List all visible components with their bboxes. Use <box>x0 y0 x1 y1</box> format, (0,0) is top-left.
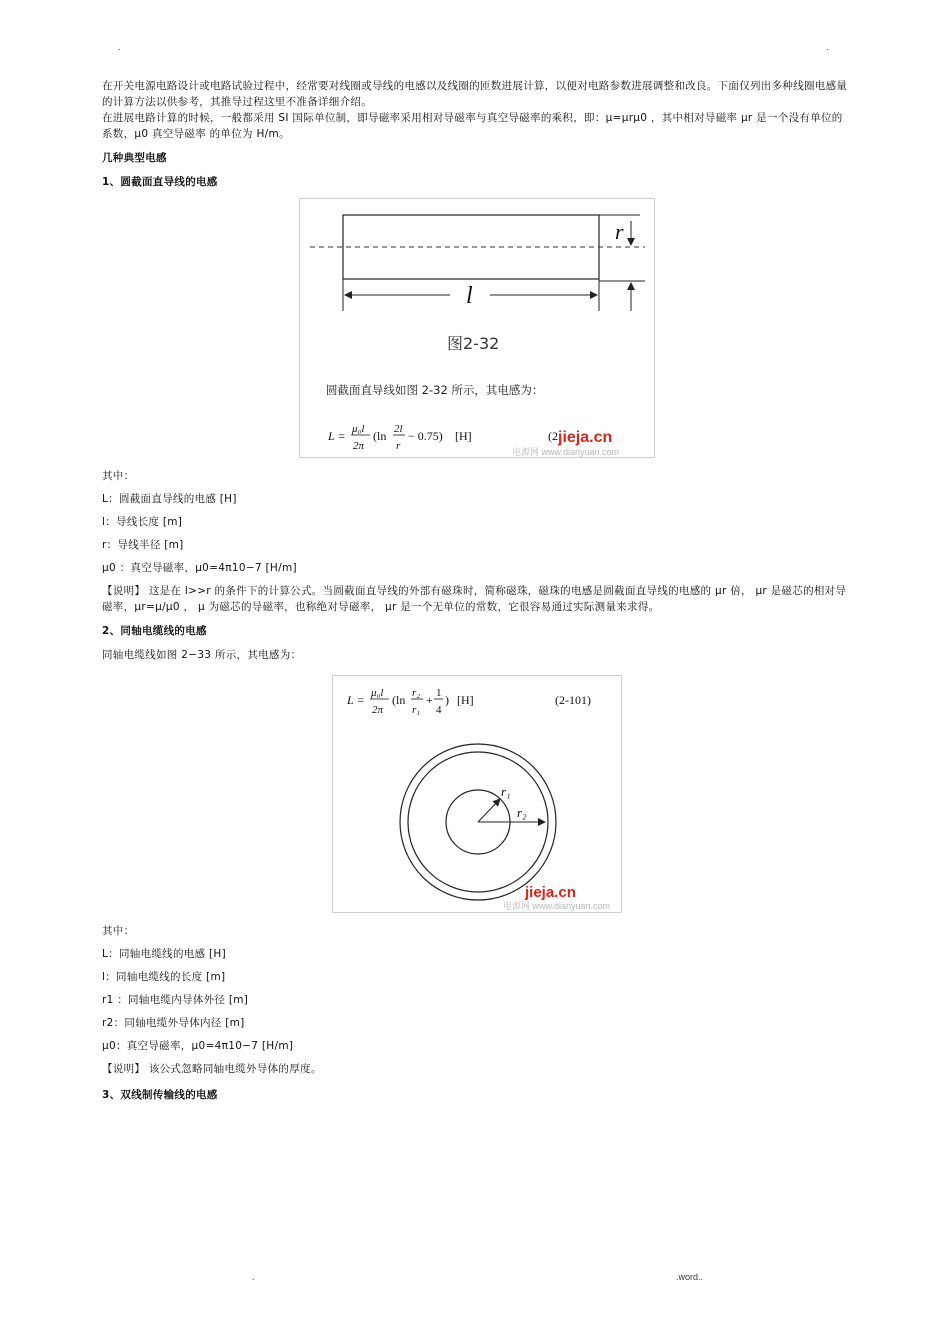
formula-four: 4 <box>436 704 442 716</box>
formula-unit: [H] <box>457 693 474 707</box>
section-2-title: 2、同轴电缆线的电感 <box>102 625 207 637</box>
formula-numerator: μ₀l <box>371 687 384 699</box>
intro-paragraph-1: 在开关电源电路设计或电路试验过程中，经常要对线圈或导线的电感以及线圈的匝数进展计算，以便对电路参数进展调整和改良。下面仅列出多种线圈电感量的计算方法以供参考，其推导过程这里不准备详细介绍。 <box>102 80 848 108</box>
section-2-item-1: L：同轴电缆线的电感 [H] <box>102 948 226 960</box>
formula-plus: + <box>426 693 433 707</box>
section-1-item-1: L：圆截面直导线的电感 [H] <box>102 493 237 505</box>
watermark-url: 电源网 www.dianyuan.com <box>503 901 611 911</box>
formula-denominator: 2π <box>353 440 365 452</box>
wire-body <box>343 215 599 279</box>
section-1-where: 其中： <box>102 470 135 482</box>
formula-L: L = <box>347 693 365 707</box>
formula-unit: [H] <box>455 429 472 443</box>
section-1-note: 【说明】 这是在 l>>r 的条件下的计算公式。当圆截面直导线的外部有磁珠时，简称磁珠，磁珠的电感是圆截面直导线的电感的 μr 倍， μr 是磁芯的相对导磁率，μr=μ/μ0 ， μ 为磁芯的导磁率，也称绝对导磁率， μr 是一个无单位的常数，它很容易通过实际测量来求得。 <box>102 585 847 613</box>
formula-denominator: 2π <box>372 704 384 716</box>
section-2-description: 同轴电缆线如图 2−33 所示，其电感为： <box>102 649 302 661</box>
figure-2-32 <box>299 198 655 458</box>
section-2-item-3: r1 ：同轴电缆内导体外径 [m] <box>102 994 249 1006</box>
watermark-logo: jieja.cn <box>525 884 576 901</box>
formula-one: 1 <box>436 687 442 699</box>
figure-2-33-wrap <box>102 675 852 913</box>
document-body <box>102 78 852 1111</box>
section-3-title: 3、双线制传输线的电感 <box>102 1089 218 1101</box>
label-r1: r₁ <box>501 784 511 799</box>
formula-L: L = <box>328 429 346 443</box>
footer-word: .word.. <box>676 1272 704 1282</box>
section-2-item-4: r2：同轴电缆外导体内径 [m] <box>102 1017 245 1029</box>
formula-r1: r₁ <box>412 704 421 716</box>
r1-arrow <box>478 799 500 822</box>
label-r2: r₂ <box>517 805 527 820</box>
coax-diagram <box>333 676 621 912</box>
section-2-note: 【说明】 该公式忽略同轴电缆外导体的厚度。 <box>102 1063 322 1075</box>
formula-ln: (ln <box>373 429 387 443</box>
label-r: r <box>615 219 624 244</box>
section-2-where: 其中： <box>102 925 135 937</box>
section-1-item-4: μ0 ：真空导磁率，μ0=4π10−7 [H/m] <box>102 562 297 574</box>
formula-ln: (ln <box>392 693 406 707</box>
section-1-title: 1、圆截面直导线的电感 <box>102 176 218 188</box>
intro-paragraph-2: 在进展电路计算的时候，一般都采用 SI 国际单位制，即导磁率采用相对导磁率与真空导磁率的乘积，即：μ=μrμ0 ，其中相对导磁率 μr 是一个没有单位的系数，μ0 真空导磁率 的单位为 H/m。 <box>102 112 843 140</box>
section-1-item-2: l：导线长度 [m] <box>102 516 183 528</box>
formula-index: (2 <box>548 429 558 443</box>
figure-2-33 <box>332 675 622 913</box>
formula-r2: r₂ <box>412 687 421 699</box>
section-title: 几种典型电感 <box>102 152 167 164</box>
formula-numerator: μ₀l <box>352 423 365 435</box>
figure-caption: 图2-32 <box>447 334 500 353</box>
figure-description: 圆截面直导线如图 2-32 所示，其电感为： <box>326 383 544 397</box>
section-2-item-5: μ0：真空导磁率，μ0=4π10−7 [H/m] <box>102 1040 294 1052</box>
formula-inner-denominator: r <box>396 440 401 452</box>
watermark-url: 电源网 www.dianyuan.com <box>512 447 620 457</box>
formula-inner-numerator: 2l <box>394 423 403 435</box>
header-dot-left: . <box>118 42 121 52</box>
formula-index: (2-101) <box>555 693 591 707</box>
formula-close: ) <box>445 693 449 707</box>
formula-tail: − 0.75) <box>408 429 443 443</box>
figure-2-32-wrap <box>102 198 852 458</box>
section-1-item-3: r：导线半径 [m] <box>102 539 184 551</box>
section-2-item-2: l：同轴电缆线的长度 [m] <box>102 971 226 983</box>
label-l: l <box>466 283 473 309</box>
wire-diagram <box>300 199 654 457</box>
footer-dot-left: . <box>252 1272 255 1282</box>
header-dot-right: . <box>826 42 829 52</box>
watermark-logo: jieja.cn <box>558 429 613 446</box>
